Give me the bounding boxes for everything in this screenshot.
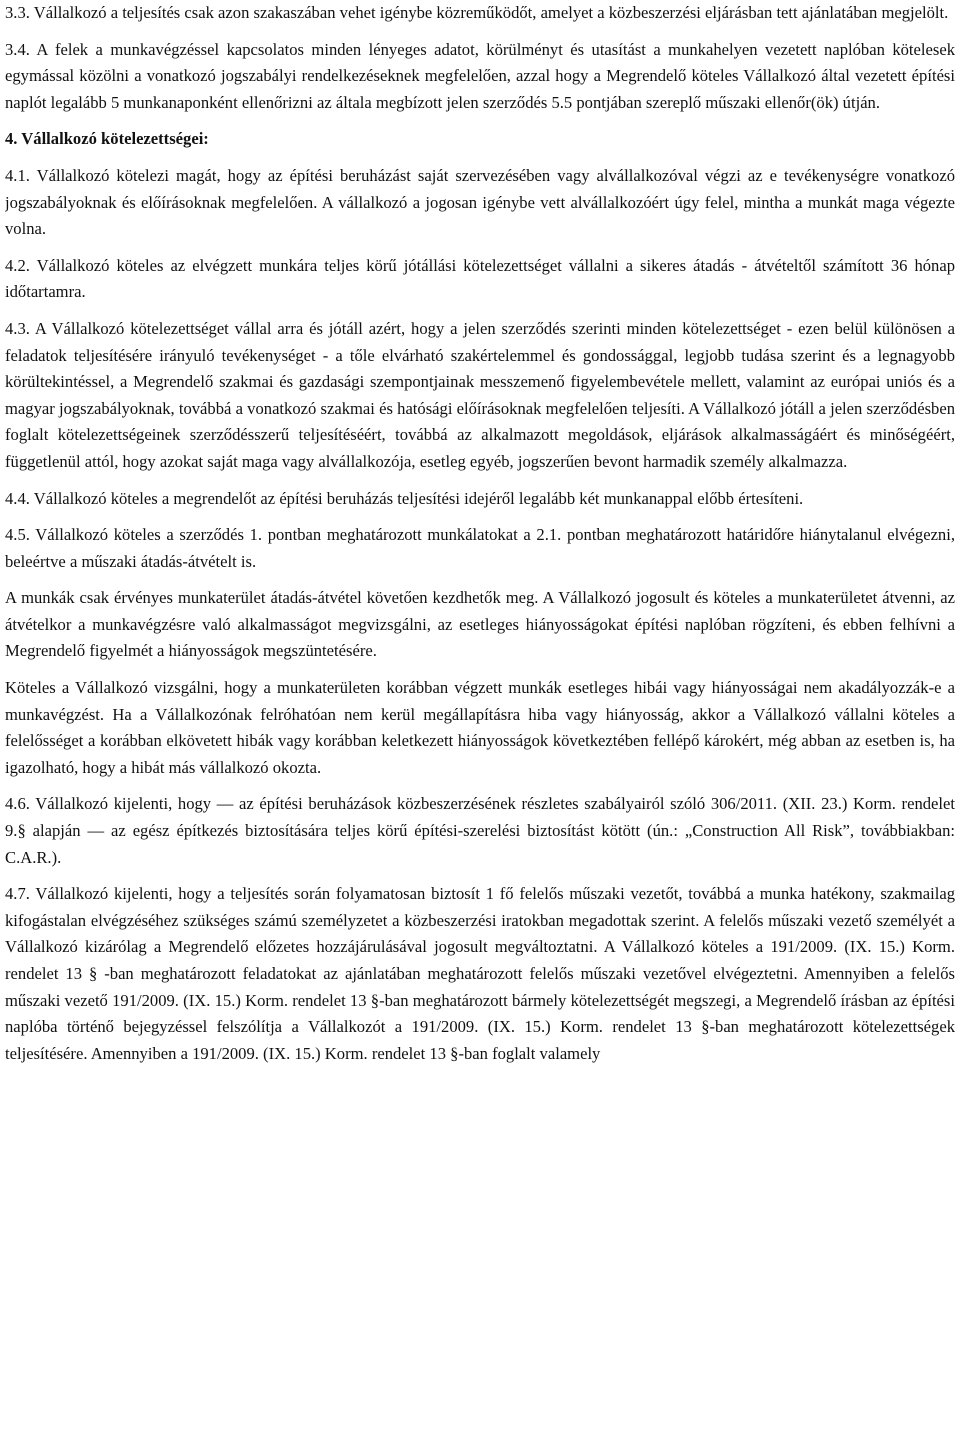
paragraph-4-1: 4.1. Vállalkozó kötelezi magát, hogy az építési beruházást saját szervezésében vagy alvállalkozóval végzi az e tevékenységre vonatkozó jogszabályoknak és előírásoknak megfelelően. A vállalkozó a jogosan igénybe vett alvállalkozóért úgy felel, mintha a munkát maga végezte volna. (5, 165, 955, 239)
paragraph-4-3: 4.3. A Vállalkozó kötelezettséget vállal arra és jótáll azért, hogy a jelen szerződés szerinti minden kötelezettséget - ezen belül különösen a feladatok teljesítésére irányuló tevékenységet - a tőle elvárható szakértelemmel és gondossággal, legjobb tudása szerint és a legnagyobb körültekintéssel, a Megrendelő szakmai és gazdasági szempontjainak messzemenő figyelembevétele mellett, valamint az európai uniós és a magyar jogszabályoknak, továbbá a vonatkozó szakmai és hatósági előírásoknak megfelelően teljesíti. A Vállalkozó jótáll a jelen szerződésben foglalt kötelezettségeinek szerződésszerű teljesítéséért, továbbá az alkalmazott megoldások, eljárások alkalmasságáért és minőségéért, függetlenül attól, hogy azokat saját maga vagy alvállalkozója, esetleg egyéb, jogszerűen bevont harmadik személy alkalmazza. (5, 318, 955, 471)
paragraph-3-3: 3.3. Vállalkozó a teljesítés csak azon szakaszában vehet igénybe közreműködőt, amelyet a közbeszerzési eljárásban tett ajánlatában megjelölt. (5, 3, 949, 22)
paragraph-3-4: 3.4. A felek a munkavégzéssel kapcsolatos minden lényeges adatot, körülményt és utasítást a munkahelyen vezetett naplóban kötelesek egymással közölni a vonatkozó jogszabályi rendelkezéseknek megfelelően, azzal hogy a Megrendelő köteles Vállalkozó által vezetett építési naplót legalább 5 munkanaponként ellenőrizni az általa megbízott jelen szerződés 5.5 pontjában szereplő műszaki ellenőr(ök) útján. (5, 39, 955, 112)
paragraph-4-5: 4.5. Vállalkozó köteles a szerződés 1. pontban meghatározott munkálatokat a 2.1. pontban meghatározott határidőre hiánytalanul elvégezni, beleértve a műszaki átadás-átvételt is. (5, 525, 955, 571)
document-page (5, 0, 955, 1452)
paragraph-4-4: 4.4. Vállalkozó köteles a megrendelőt az építési beruházás teljesítési idejéről legalább két munkanappal előbb értesíteni. (5, 488, 804, 508)
paragraph-4-6: 4.6. Vállalkozó kijelenti, hogy — az építési beruházások közbeszerzésének részletes szabályairól szóló 306/2011. (XII. 23.) Korm. rendelet 9.§ alapján — az egész építkezés biztosítására teljes körű építési-szerelési biztosítást kötött (ún.: „Construction All Risk”, továbbiakban: C.A.R.). (5, 794, 955, 867)
paragraph-4-2: 4.2. Vállalkozó köteles az elvégzett munkára teljes körű jótállási kötelezettséget vállalni a sikeres átadás - átvételtől számított 36 hónap időtartamra. (5, 255, 955, 302)
paragraph-4-7: 4.7. Vállalkozó kijelenti, hogy a teljesítés során folyamatosan biztosít 1 fő felelős műszaki vezetőt, továbbá a munka hatékony, szakmailag kifogástalan elvégzéséhez szükséges számú személyzetet a közbeszerzési iratokban megadottak szerint. A felelős műszaki vezető személyét a Vállalkozó kizárólag a Megrendelő előzetes hozzájárulásával jogosult megváltoztatni. A Vállalkozó köteles a 191/2009. (IX. 15.) Korm. rendelet 13 § -ban meghatározott feladatokat az ajánlatában meghatározott felelős műszaki vezetővel elvégeztetni. Amennyiben a felelős műszaki vezető 191/2009. (IX. 15.) Korm. rendelet 13 §-ban meghatározott bármely kötelezettségét megszegi, a Megrendelő írásban az építési naplóba történő bejegyzéssel felszólítja a Vállalkozót a 191/2009. (IX. 15.) Korm. rendelet 13 §-ban meghatározott kötelezettségek teljesítésére. Amennyiben a 191/2009. (IX. 15.) Korm. rendelet 13 §-ban foglalt valamely (5, 884, 955, 1063)
section-heading-4: 4. Vállalkozó kötelezettségei: (5, 129, 209, 149)
paragraph-4-5-inspection: Köteles a Vállalkozó vizsgálni, hogy a munkaterületen korábban végzett munkák esetleges hibái vagy hiányosságai nem akadályozzák-e a munkavégzést. Ha a Vállalkozónak felróhatóan nem kerül megállapításra hiba vagy hiányosság, akkor a Vállalkozó vállalni köteles a felelősséget a korábban elkövetett hibák vagy korábban keletkezett hiányosságok következtében fellépő károkért, még abban az esetben is, ha igazolható, hogy a hibát más vállalkozó okozta. (5, 678, 955, 777)
paragraph-4-5-worksite: A munkák csak érvényes munkaterület átadás-átvétel követően kezdhetők meg. A Vállalkozó jogosult és köteles a munkaterületet átvenni, az átvételkor a munkavégzésre való alkalmasságot megvizsgálni, az esetleges hiányosságokat építési naplóban rögzíteni, és ebben felhívni a Megrendelő figyelmét a hiányosságok megszüntetésére. (5, 588, 955, 661)
